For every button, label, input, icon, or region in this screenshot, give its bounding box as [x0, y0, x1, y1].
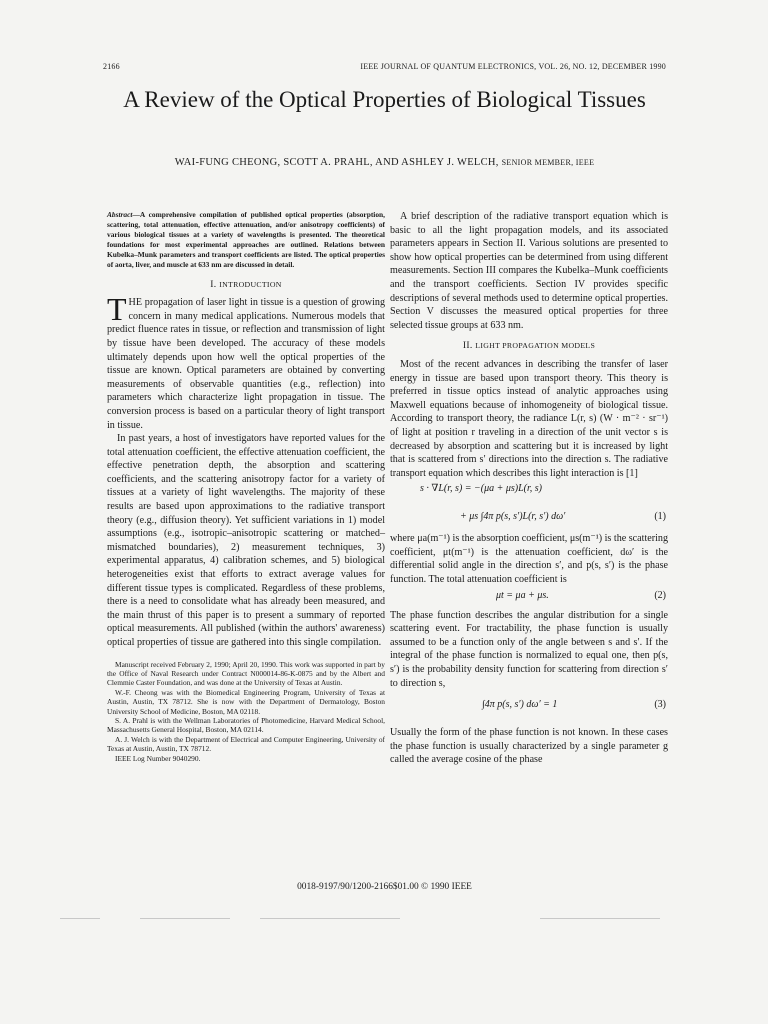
running-header	[103, 62, 666, 76]
section-heading-light-propagation	[390, 339, 668, 353]
intro-paragraph-1	[107, 291, 385, 432]
equation-text: μt = μa + μs.	[496, 589, 549, 601]
equation-number: (1)	[654, 511, 666, 523]
author-membership: SENIOR MEMBER, IEEE	[501, 158, 595, 167]
transport-paragraph: Most of the recent advances in describing the transfer of laser energy in tissue are based upon transport theory. This theory is preferred in tissue optics instead of analytic approaches using Maxwell equations because of inhomogeneity of biological tissue. According to transport theory, the radiance L(r, s) (W · m⁻² · sr⁻¹) of light at position r traveling in a direction of the unit vector s is decreased by absorption and scattering but it is increased by light that is scattered from s′ directions into the direction s. The radiative transport equation which describes this light interaction is [1]	[390, 358, 668, 479]
intro-paragraph-2: In past years, a host of investigators have reported values for the total attenuation coefficient, the effective attenuation coefficient, the effective penetration depth, the absorption and scattering coefficients, and the scattering anisotropy factor for a variety of tissues at a variety of light wavelengths. The majority of these results are based upon approximations to the radiative transport theory (e.g., diffusion theory). Yet sufficient variations in 1) model assumptions (e.g., isotropic–anisotropic scattering or matched–mismatched boundaries), 2) measurement techniques, 3) experimental apparatus, 4) calibration schemes, and 5) biological heterogeneities exist that efforts to extract average values for different tissue types is complicated. Regardless of these problems, there is a need to consolidate what has already been measured, and the main thrust of this paper is to present a summary of reported optical measurements. All published (within the authors' awareness) optical properties of tissue are gathered into this single compilation.	[107, 433, 385, 648]
equation-text: ∫4π p(s, s′) dω′ = 1	[482, 699, 558, 711]
equation-text: + μs ∫4π p(s, s′)L(r, s′) dω′	[460, 511, 566, 523]
footnote: W.-F. Cheong was with the Biomedical Engineering Program, University of Texas at Austin, Austin, TX 78712. She is now with the Department of Dermatology, Boston University School of Medicine, Boston, MA 02118.	[107, 687, 385, 716]
equation-1-line-1	[390, 480, 668, 502]
intro-paragraph-1-text: HE propagation of laser light in tissue is a question of growing concern in many medical applications. Numerous models that predict fluence rates in tissue, or reflection and transmission of light by tissue have been developed. The accuracy of these models ultimately depends upon how well the optical properties of the tissue are known. Optical parameters are obtained by converting measurements of observable quantities (e.g., reflection) into parameters which characterize light propagation in tissue. The conversion process is based on a particular theory of light transport in tissue.	[107, 297, 385, 431]
scan-artifact	[60, 918, 100, 919]
scan-artifact	[260, 918, 400, 919]
footnote: A. J. Welch is with the Department of Electrical and Computer Engineering, University of Texas at Austin, Austin, TX 78712.	[107, 734, 385, 754]
equation-text: s · ∇L(r, s) = −(μa + μs)L(r, s)	[420, 483, 543, 495]
scan-artifact	[540, 918, 660, 919]
footnote: Manuscript received February 2, 1990; April 20, 1990. This work was supported in part by the Office of Naval Research under Contract N000014-86-K-0875 and by the Albert and Clemmie Caster Foundation, and was done at the University of Texas at Austin.	[107, 659, 385, 688]
equation-number: (3)	[654, 699, 666, 711]
equation-number: (2)	[654, 589, 666, 601]
section-title: LIGHT PROPAGATION MODELS	[475, 341, 596, 351]
drop-cap: T	[107, 291, 127, 328]
equation-3	[390, 690, 668, 726]
right-column	[390, 210, 668, 767]
page-number: 2166	[103, 62, 120, 71]
section-heading-introduction	[107, 278, 385, 292]
author-names: WAI-FUNG CHEONG, SCOTT A. PRAHL, AND ASHLEY J. WELCH,	[174, 157, 499, 168]
left-column	[107, 210, 385, 763]
overview-paragraph: A brief description of the radiative transport equation which is basic to all the light propagation models, and its associated parameters appears in Section II. Various solutions are presented to show how optical properties can be determined from using different measurements. Section III compares the Kubelka–Munk coefficients and the transport coefficients. Section IV provides specific descriptions of several methods used to determine optical properties. Section V discusses the measured optical properties for three selected tissue groups at 633 nm.	[390, 211, 668, 331]
equation-1-line-2	[390, 502, 668, 532]
abstract	[107, 210, 385, 271]
abstract-text: A comprehensive compilation of published optical properties (absorption, scattering, total attenuation, effective attenuation, and/or anisotropy coefficients) of various biological tissues at a variety of wavelengths is presented. The theoretical foundations for most experimental approaches are outlined. Relations between Kubelka–Munk parameters and transport coefficients are listed. The optical properties of aorta, liver, and muscle at 633 nm are discussed in detail.	[107, 210, 385, 270]
phase-function-form-paragraph: Usually the form of the phase function is not known. In these cases the phase function is usually characterized by a single parameter g called the average cosine of the phase	[390, 727, 668, 766]
copyright-footer: 0018-9197/90/1200-2166$01.00 © 1990 IEEE	[297, 882, 472, 892]
section-title: INTRODUCTION	[219, 279, 282, 289]
paper-title: A Review of the Optical Properties of Biological Tissues	[123, 87, 646, 112]
coefficients-paragraph: where μa(m⁻¹) is the absorption coefficient, μs(m⁻¹) is the scattering coefficient, μt(m⁻¹) is the attenuation coefficient, dω′ is the differential solid angle in the direction s′, and p(s, s′) is the phase function. The total attenuation coefficient is	[390, 533, 668, 586]
abstract-label: Abstract—	[107, 210, 140, 219]
footnotes	[107, 660, 385, 763]
equation-2	[390, 587, 668, 609]
section-numeral: I.	[210, 278, 217, 290]
author-line	[103, 157, 666, 168]
footnote: IEEE Log Number 9040290.	[115, 753, 201, 763]
footnote: S. A. Prahl is with the Wellman Laboratories of Photomedicine, Harvard Medical School, Massachusetts General Hospital, Boston, MA 02114.	[107, 716, 385, 735]
scan-artifact	[140, 918, 230, 919]
journal-citation: IEEE JOURNAL OF QUANTUM ELECTRONICS, VOL. 26, NO. 12, DECEMBER 1990	[360, 62, 666, 71]
section-numeral: II.	[462, 340, 473, 352]
phase-function-paragraph: The phase function describes the angular distribution for a single scattering event. For tractability, the phase function is usually assumed to be a function only of the angle between s and s′. If the integral of the phase function is normalized to equal one, then p(s, s′) is the probability density function for scattering from direction s′ to direction s,	[390, 609, 668, 689]
